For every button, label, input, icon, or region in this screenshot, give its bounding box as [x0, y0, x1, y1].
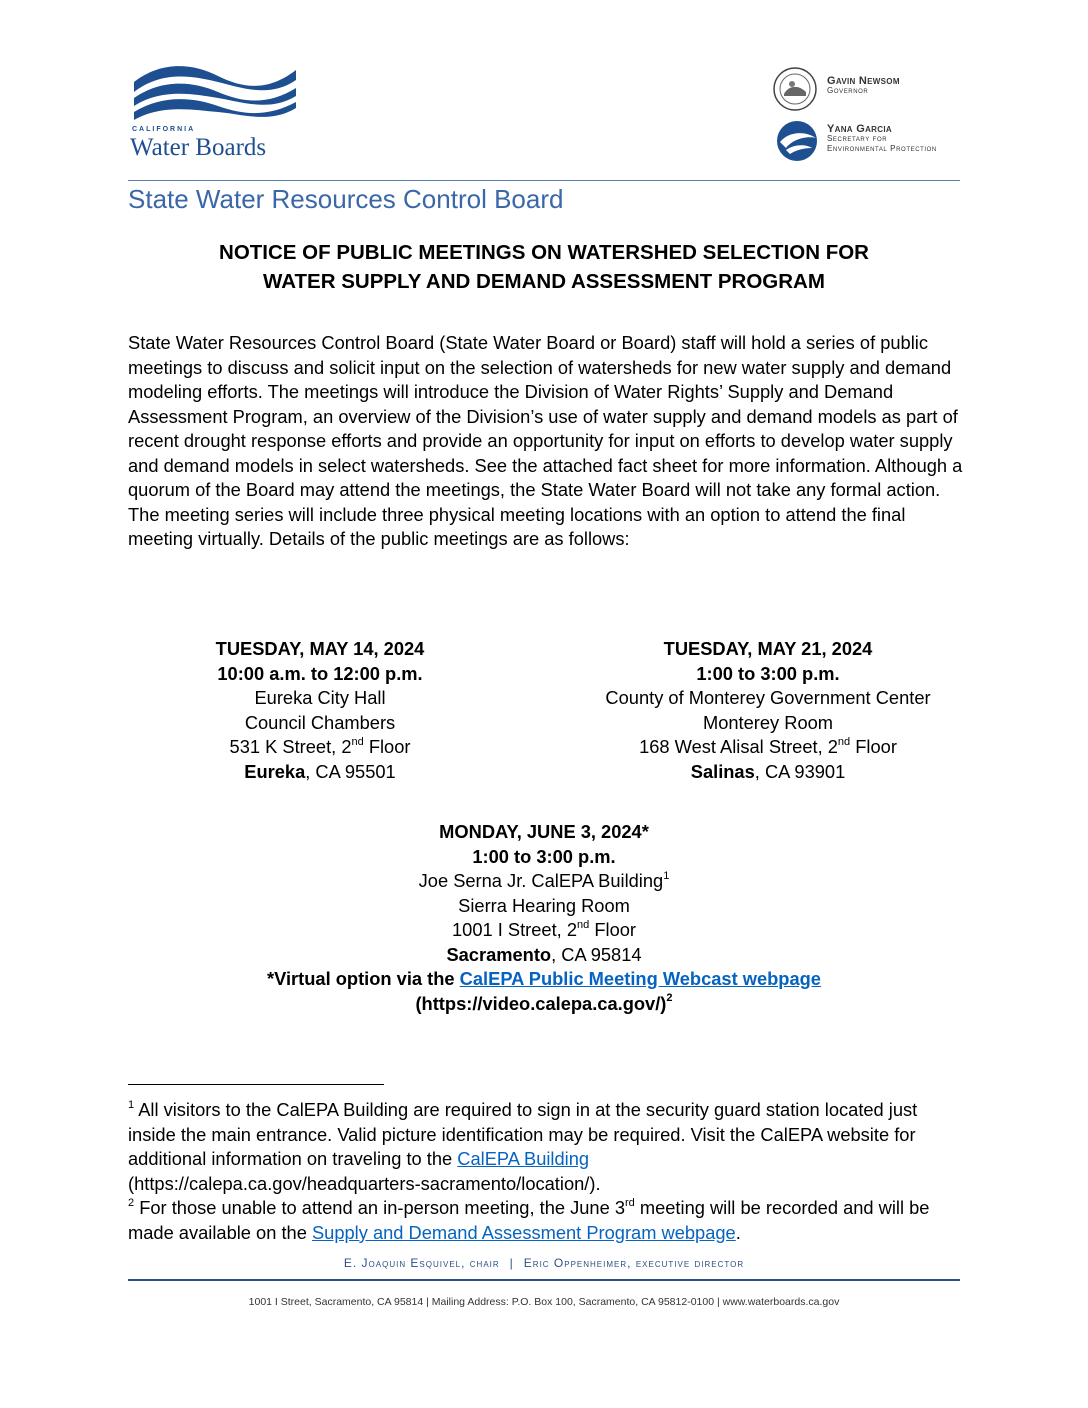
meeting-city: Eureka, CA 95501 — [244, 760, 396, 782]
meeting-room: Monterey Room — [702, 711, 834, 733]
director-name: Eric Oppenheimer, executive director — [523, 1256, 745, 1270]
body-paragraph: State Water Resources Control Board (State Water Board or Board) staff will hold a series of public meetings to discuss and solicit input on the selection of watersheds for new water supply and demand modeling efforts. The meetings will introduce the Division of Water Rights’ Supply and Demand Assessment Program, an overview of the Division’s use of water supply and demand models as part of recent drought response efforts and provide an opportunity for input on efforts to develop water supply and demand models in select watersheds. See the attached fact sheet for more information. Although a quorum of the Board may attend the meetings, the State Water Board will not take any formal action. The meeting series will include three physical meeting locations with an option to attend the final meeting virtually. Details of the public meetings are as follows: — [128, 332, 963, 549]
meeting-street: 1001 I Street, 2nd Floor — [452, 918, 636, 940]
board-name: State Water Resources Control Board — [128, 184, 564, 214]
meeting-time: 10:00 a.m. to 12:00 p.m. — [217, 662, 423, 684]
calepa-logo-icon — [774, 118, 820, 164]
meeting-eureka — [160, 637, 480, 784]
header-divider — [128, 180, 960, 181]
governor-block — [827, 76, 900, 96]
meeting-salinas — [558, 637, 978, 784]
title-line-2: WATER SUPPLY AND DEMAND ASSESSMENT PROGRAM — [263, 270, 825, 293]
webcast-link[interactable]: CalEPA Public Meeting Webcast webpage — [459, 968, 821, 989]
logo-wordmark: Water Boards — [130, 134, 267, 161]
meeting-sacramento — [128, 820, 960, 1016]
secretary-block — [827, 124, 937, 154]
governor-title: Governor — [827, 86, 869, 95]
meeting-room: Council Chambers — [244, 711, 396, 733]
chair-name: E. Joaquin Esquivel, chair — [343, 1256, 500, 1270]
meeting-city: Salinas, CA 93901 — [690, 760, 846, 782]
governor-name: Gavin Newsom — [827, 75, 900, 87]
webcast-url: (https://video.calepa.ca.gov/)$^2$ — [415, 992, 673, 1014]
title-line-1: NOTICE OF PUBLIC MEETINGS ON WATERSHED SELECTION FOR — [219, 241, 869, 264]
meeting-venue: County of Monterey Government Center — [605, 687, 931, 708]
footnotes — [128, 1098, 968, 1245]
meeting-venue: Joe Serna Jr. CalEPA Building$^1$ — [418, 869, 670, 891]
water-boards-logo — [128, 62, 318, 168]
secretary-title-line2: Environmental Protection — [827, 144, 937, 153]
footer-leadership — [128, 1256, 960, 1270]
footnote-2: $^2$ For those unable to attend an in-person meeting, the June 3rd meeting will be recorded and will be made available on the Supply and Demand Assessment Program webpage. — [128, 1196, 930, 1243]
secretary-title-line1: Secretary for — [827, 134, 888, 143]
meeting-time: 1:00 to 3:00 p.m. — [472, 845, 616, 867]
secretary-name: Yana Garcia — [827, 123, 892, 135]
footer-address: 1001 I Street, Sacramento, CA 95814 | Mailing Address: P.O. Box 100, Sacramento, CA 95812-0100 | www.waterboards.ca.gov — [248, 1296, 840, 1308]
meeting-time: 1:00 to 3:00 p.m. — [696, 662, 840, 684]
california-seal-icon — [772, 66, 818, 112]
meeting-street: 168 West Alisal Street, 2nd Floor — [639, 735, 897, 757]
meeting-city: Sacramento, CA 95814 — [446, 943, 642, 965]
footer-separator: | — [509, 1256, 514, 1270]
logo-state-label: CALIFORNIA — [132, 126, 196, 133]
waves-icon — [130, 62, 300, 126]
meeting-room: Sierra Hearing Room — [458, 894, 630, 916]
meeting-venue: Eureka City Hall — [254, 687, 386, 708]
program-webpage-link[interactable]: Supply and Demand Assessment Program webpage — [311, 1221, 736, 1243]
meeting-street: 531 K Street, 2nd Floor — [229, 735, 411, 757]
notice-title — [128, 238, 960, 296]
footer-divider — [128, 1279, 960, 1281]
footnote-divider — [128, 1084, 384, 1085]
meeting-date: TUESDAY, MAY 14, 2024 — [215, 638, 425, 659]
meeting-date: MONDAY, JUNE 3, 2024* — [439, 821, 649, 842]
calepa-building-link[interactable]: CalEPA Building — [457, 1148, 590, 1169]
footnote-1: $^1$ All visitors to the CalEPA Building are required to sign in at the security guard station located just inside the main entrance. Valid picture identification may be required. Visit the CalEPA website for additional information on traveling to the CalEPA Building (https://calepa.ca.gov/headquarters-sacramento/location/). — [128, 1098, 918, 1194]
virtual-option: *Virtual option via the CalEPA Public Meeting Webcast webpage — [267, 968, 821, 989]
meeting-date: TUESDAY, MAY 21, 2024 — [663, 638, 873, 659]
